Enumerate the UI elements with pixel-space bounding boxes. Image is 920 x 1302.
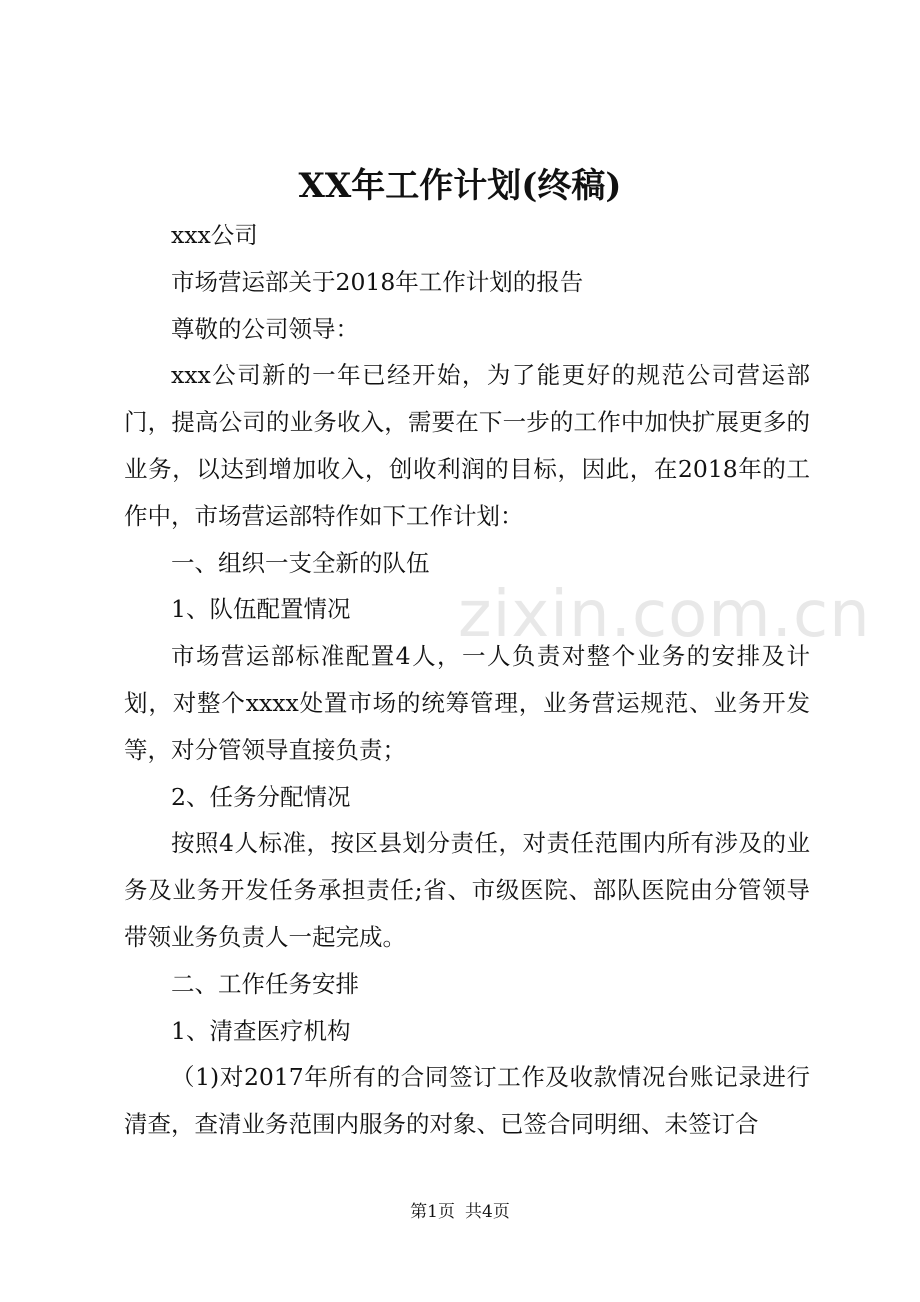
section-heading-1: 一、组织一支全新的队伍 bbox=[171, 548, 430, 577]
paragraph-intro: xxx公司新的一年已经开始，为了能更好的规范公司营运部门，提高公司的业务收入，需要在下一步的工作中加快扩展更多的业务，以达到增加收入，创收利润的目标，因此，在2018年的工作中，市场营运部特作如下工作计划： bbox=[124, 361, 810, 530]
document-body bbox=[124, 212, 810, 1148]
page-footer bbox=[0, 1198, 920, 1226]
paragraph-team-config: 市场营运部标准配置4人，一人负责对整个业务的安排及计划，对整个xxxx处置市场的统筹管理，业务营运规范、业务开发等，对分管领导直接负责； bbox=[124, 642, 810, 764]
subsection-heading-2-1: 1、清查医疗机构 bbox=[171, 1016, 351, 1045]
document-title: XX年工作计划(终稿) bbox=[298, 166, 622, 206]
paragraph-report-title: 市场营运部关于2018年工作计划的报告 bbox=[171, 267, 584, 296]
watermark: zixin.com.cn bbox=[458, 578, 871, 652]
paragraph-item-1: （1)对2017年所有的合同签订工作及收款情况台账记录进行清查，查清业务范围内服务的对象、已签合同明细、未签订合 bbox=[124, 1063, 810, 1139]
subsection-heading-1-2: 2、任务分配情况 bbox=[171, 782, 351, 811]
paragraph-task-allocation: 按照4人标准，按区县划分责任，对责任范围内所有涉及的业务及业务开发任务承担责任;省、市级医院、部队医院由分管领导带领业务负责人一起完成。 bbox=[124, 829, 810, 951]
page-number-total: 共4页 bbox=[465, 1202, 510, 1222]
paragraph-recipient: xxx公司 bbox=[171, 221, 258, 249]
paragraph-salutation: 尊敬的公司领导： bbox=[171, 314, 359, 343]
subsection-heading-1-1: 1、队伍配置情况 bbox=[171, 595, 351, 624]
page-number-current: 第1页 bbox=[410, 1202, 455, 1222]
section-heading-2: 二、工作任务安排 bbox=[171, 969, 359, 998]
